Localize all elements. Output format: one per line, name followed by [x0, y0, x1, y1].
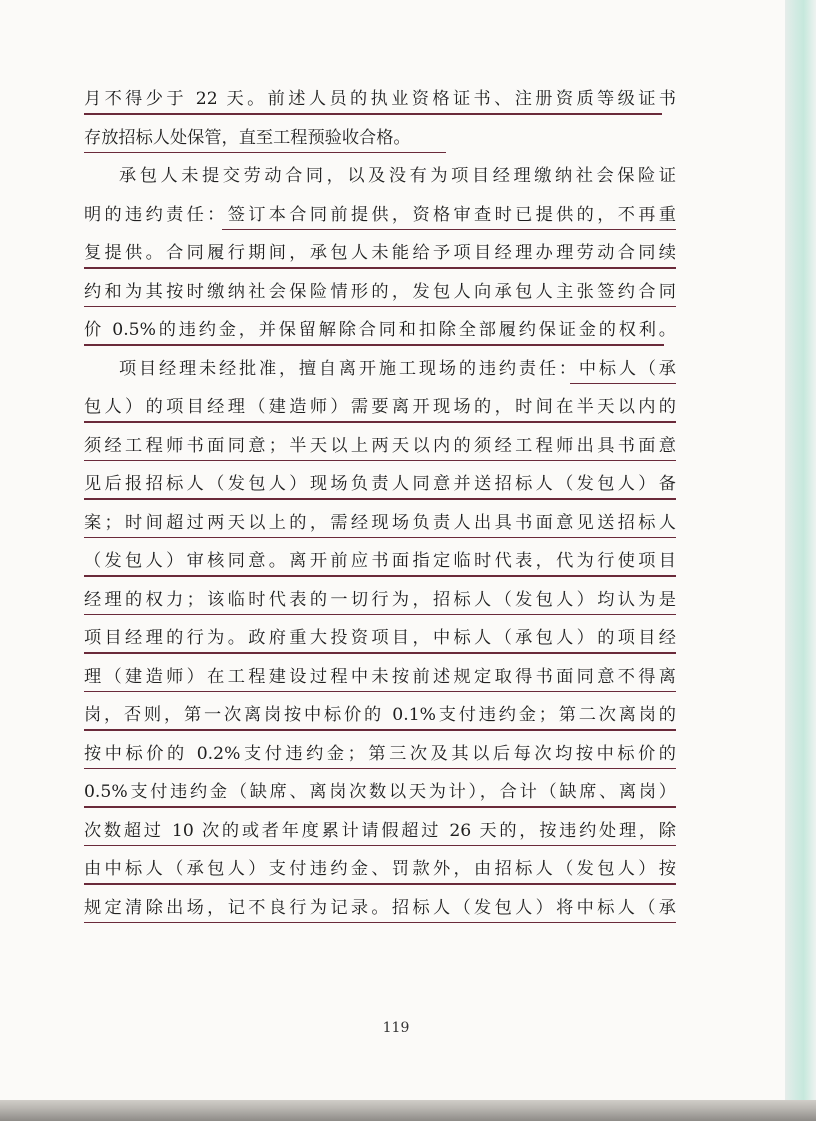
line-text: 复提供。合同履行期间，承包人未能给予项目经理办理劳动合同续	[84, 243, 676, 263]
page-number: 119	[382, 1020, 410, 1036]
line-text: 由中标人（承包人）支付违约金、罚款外，由招标人（发包人）按	[84, 859, 676, 879]
handwritten-underline	[84, 113, 662, 115]
line-text: 约和为其按时缴纳社会保险情形的，发包人向承包人主张签约合同	[84, 281, 676, 302]
handwritten-underline	[84, 306, 676, 308]
line-text: 项目经理的行为。政府重大投资项目，中标人（承包人）的项目经	[84, 628, 676, 648]
handwritten-underline	[84, 729, 676, 731]
handwritten-underline	[84, 498, 676, 500]
line-text: 承包人未提交劳动合同，以及没有为项目经理缴纳社会保险证	[119, 166, 676, 186]
text-line	[84, 311, 676, 350]
body-text	[84, 80, 676, 927]
line-text: 价 0.5%的违约金，并保留解除合同和扣除全部履约保证金的权利。	[84, 320, 676, 340]
text-line	[84, 465, 676, 504]
line-text: 次数超过 10 次的或者年度累计请假超过 26 天的，按违约处理，除	[84, 820, 676, 841]
text-line	[84, 234, 676, 273]
text-line	[84, 850, 676, 889]
line-text: （发包人）审核同意。离开前应书面指定临时代表，代为行使项目	[84, 551, 676, 571]
handwritten-underline	[84, 344, 664, 346]
text-line	[84, 619, 676, 658]
text-line	[84, 273, 676, 312]
handwritten-underline	[84, 652, 676, 654]
text-line	[84, 427, 676, 466]
handwritten-underline	[222, 229, 676, 231]
line-text: 按中标价的 0.2%支付违约金；第三次及其以后每次均按中标价的	[84, 743, 676, 764]
line-text: 包人）的项目经理（建造师）需要离开现场的，时间在半天以内的	[84, 397, 676, 417]
text-line	[84, 773, 676, 812]
line-text: 存放招标人处保管，直至工程预验收合格。	[84, 127, 411, 148]
handwritten-underline	[84, 768, 676, 770]
text-line	[84, 388, 676, 427]
line-text: 月不得少于 22 天。前述人员的执业资格证书、注册资质等级证书	[84, 89, 676, 109]
line-text: 0.5%支付违约金（缺席、离岗次数以天为计），合计（缺席、离岗）	[84, 782, 676, 802]
line-text: 见后报招标人（发包人）现场负责人同意并送招标人（发包人）备	[84, 474, 676, 494]
handwritten-underline	[84, 883, 676, 885]
text-line	[84, 119, 676, 158]
line-text: 项目经理未经批准，擅自离开施工现场的违约责任：中标人（承	[119, 358, 676, 379]
handwritten-underline	[84, 614, 676, 616]
text-line	[84, 80, 676, 119]
text-line	[84, 196, 676, 235]
text-line	[84, 504, 676, 543]
line-text: 须经工程师书面同意；半天以上两天以内的须经工程师出具书面意	[84, 435, 676, 456]
text-line	[84, 157, 676, 196]
page-bottom-edge	[0, 1100, 816, 1121]
handwritten-underline	[84, 806, 676, 808]
handwritten-underline	[84, 575, 676, 577]
line-text: 案；时间超过两天以上的，需经现场负责人出具书面意见送招标人	[84, 512, 676, 533]
handwritten-underline	[84, 460, 676, 462]
line-text: 经理的权力；该临时代表的一切行为，招标人（发包人）均认为是	[84, 589, 676, 610]
binding-strip	[785, 0, 816, 1121]
text-line	[84, 696, 676, 735]
handwritten-underline	[84, 922, 676, 924]
handwritten-underline	[84, 691, 676, 693]
text-line	[84, 889, 676, 928]
text-line	[84, 812, 676, 851]
text-line	[84, 350, 676, 389]
handwritten-underline	[84, 152, 446, 154]
line-text: 明的违约责任：签订本合同前提供，资格审查时已提供的，不再重	[84, 204, 676, 225]
text-line	[84, 581, 676, 620]
text-line	[84, 542, 676, 581]
text-line	[84, 658, 676, 697]
handwritten-underline	[84, 537, 676, 539]
handwritten-underline	[84, 845, 676, 847]
handwritten-underline	[570, 383, 676, 385]
line-text: 规定清除出场，记不良行为记录。招标人（发包人）将中标人（承	[84, 897, 676, 918]
text-line	[84, 735, 676, 774]
line-text: 理（建造师）在工程建设过程中未按前述规定取得书面同意不得离	[84, 666, 676, 687]
line-text: 岗，否则，第一次离岗按中标价的 0.1%支付违约金；第二次离岗的	[84, 705, 676, 725]
handwritten-underline	[84, 421, 676, 423]
handwritten-underline	[84, 267, 676, 269]
